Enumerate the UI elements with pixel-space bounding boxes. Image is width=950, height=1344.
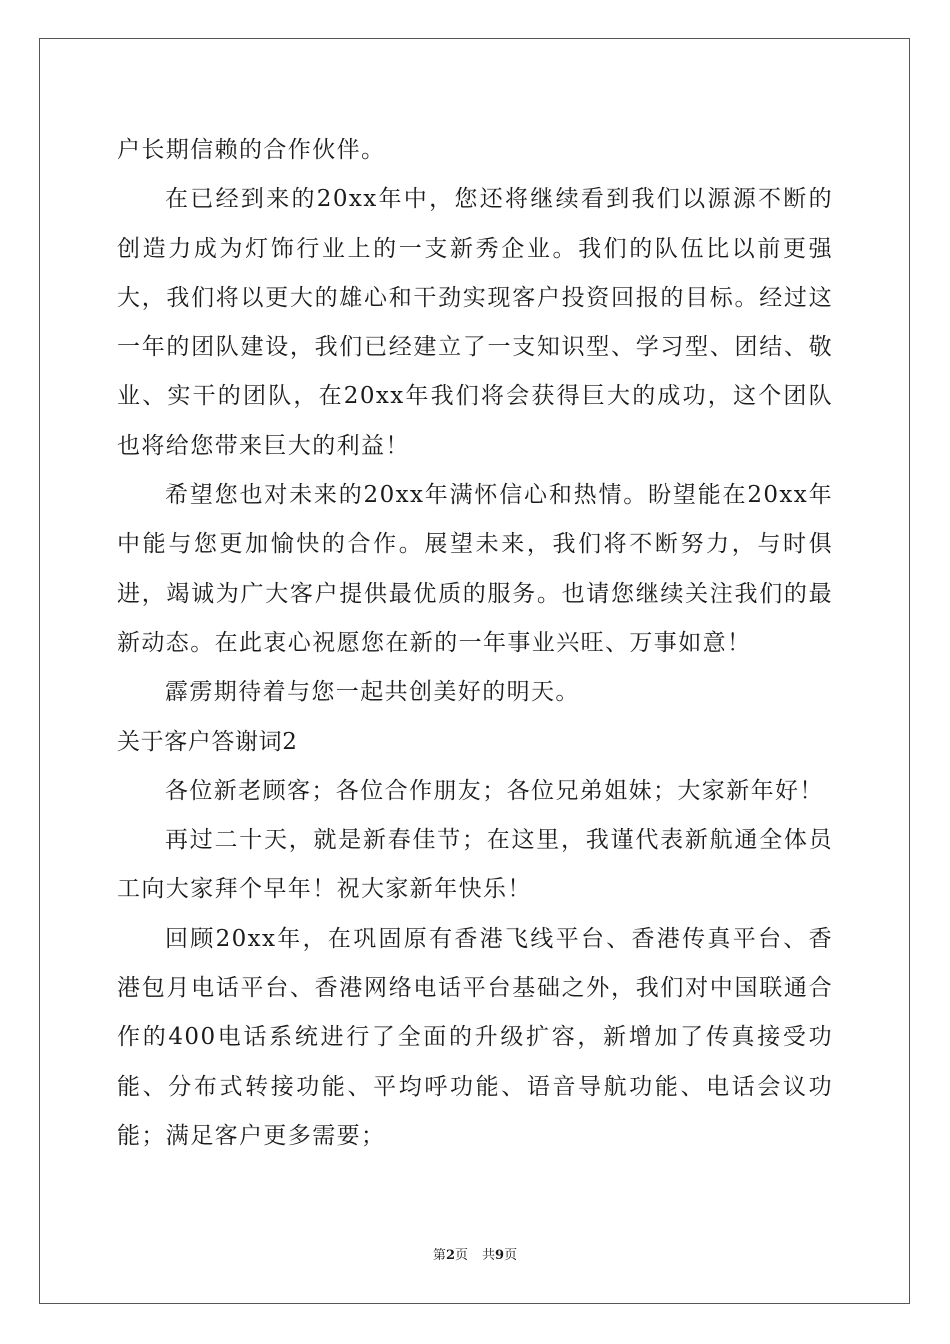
section-heading: 关于客户答谢词2: [117, 728, 298, 755]
total-pages: 9: [495, 1248, 505, 1263]
paragraph: 霹雳期待着与您一起共创美好的明天。: [165, 679, 580, 706]
paragraph: 各位新老顾客；各位合作朋友；各位兄弟姐妹；大家新年好！: [165, 777, 824, 804]
page-suffix: 页: [454, 1248, 468, 1263]
paragraph: 希望您也对未来的20xx年满怀信心和热情。盼望能在20xx年中能与您更加愉快的合作。展望未来，我们将不断努力，与时俱进，竭诚为广大客户提供最优质的服务。也请您继续关注我们的最新动态。在此衷心祝愿您在新的一年事业兴旺、万事如意！: [117, 482, 833, 656]
paragraph: 户长期信赖的合作伙伴。: [117, 137, 386, 163]
total-suffix: 页: [504, 1248, 518, 1263]
document-body: [117, 126, 833, 1161]
paragraph: 再过二十天，就是新春佳节；在这里，我谨代表新航通全体员工向大家拜个早年！祝大家新年快乐！: [117, 827, 833, 903]
page-number: 2: [445, 1248, 455, 1263]
page-prefix: 第: [432, 1248, 446, 1263]
paragraph: 在已经到来的20xx年中，您还将继续看到我们以源源不断的创造力成为灯饰行业上的一支新秀企业。我们的队伍比以前更强大，我们将以更大的雄心和干劲实现客户投资回报的目标。经过这一年的团队建设，我们已经建立了一支知识型、学习型、团结、敬业、实干的团队，在20xx年我们将会获得巨大的成功，这个团队也将给您带来巨大的利益！: [117, 186, 833, 459]
paragraph: 回顾20xx年，在巩固原有香港飞线平台、香港传真平台、香港包月电话平台、香港网络电话平台基础之外，我们对中国联通合作的400电话系统进行了全面的升级扩容，新增加了传真接受功能、分布式转接功能、平均呼功能、语音导航功能、电话会议功能；满足客户更多需要；: [117, 925, 833, 1149]
total-prefix: 共: [482, 1248, 496, 1263]
page-footer: [0, 1247, 950, 1265]
